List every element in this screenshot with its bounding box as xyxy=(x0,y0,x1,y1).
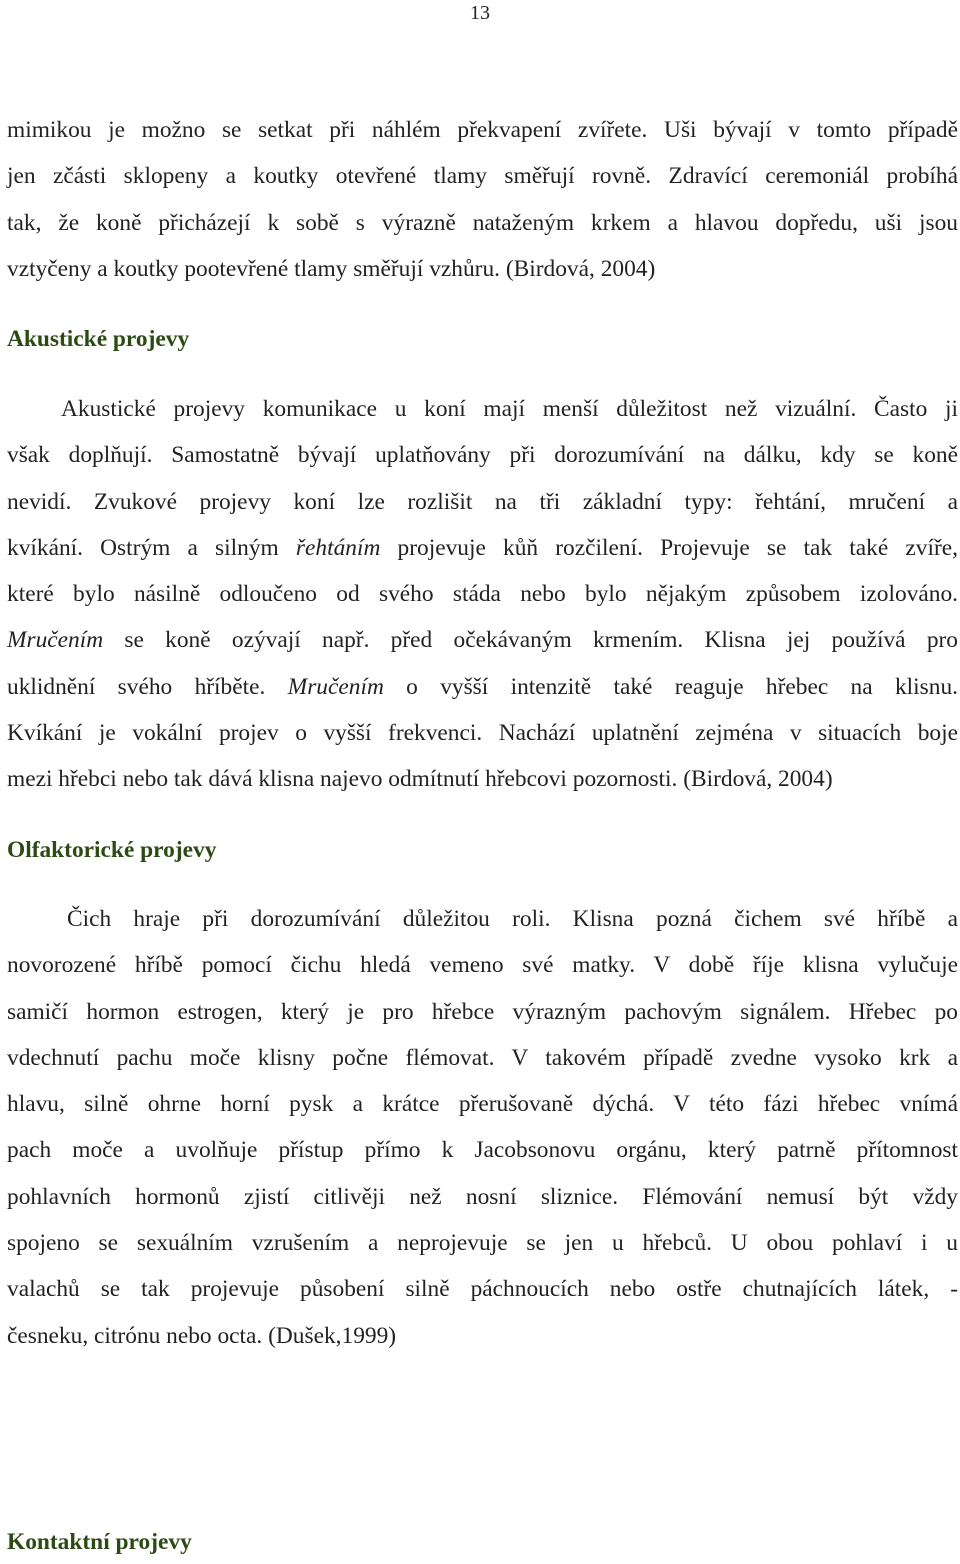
text-line: tak, že koně přicházejí k sobě s výrazně nataženým krkem a hlavou dopředu, uši jsou xyxy=(7,209,958,236)
page-number: 13 xyxy=(470,2,490,24)
text-line: mimikou je možno se setkat při náhlém překvapení zvířete. Uši bývají v tomto případě xyxy=(7,117,958,143)
text-line: novorozené hříbě pomocí čichu hledá vemeno své matky. V době říje klisna vylučuje xyxy=(7,952,958,979)
section-heading-contact: Kontaktní projevy xyxy=(7,1529,192,1555)
text-line: vztyčeny a koutky pootevřené tlamy směřují vzhůru. (Birdová, 2004) xyxy=(7,255,656,282)
text-line xyxy=(7,386,958,432)
text-fragment: o vyšší intenzitě také reaguje hřebec na klisnu. xyxy=(383,673,958,700)
intro-paragraph xyxy=(7,107,958,292)
text-fragment: kvíkání. Ostrým a silným xyxy=(7,534,296,561)
text-line: spojeno se sexuálním vzrušením a neprojevuje se jen u hřebců. U obou pohlaví i u xyxy=(7,1230,958,1257)
olfactory-paragraph xyxy=(7,896,958,1359)
text-line: mezi hřebci nebo tak dává klisna najevo odmítnutí hřebcovi pozornosti. (Birdová, 2004) xyxy=(7,766,833,793)
text-line: vdechnutí pachu moče klisny počne flémovat. V takovém případě zvedne vysoko krk a xyxy=(7,1044,958,1071)
text-line: samičí hormon estrogen, který je pro hřebce výrazným pachovým signálem. Hřebec po xyxy=(7,998,958,1025)
text-line: Kvíkání je vokální projev o vyšší frekvenci. Nachází uplatnění zejména v situacích boje xyxy=(7,720,958,747)
text-line xyxy=(7,525,958,571)
text-line: česneku, citrónu nebo octa. (Dušek,1999) xyxy=(7,1322,397,1349)
text-line: pach moče a uvolňuje přístup přímo k Jacobsonovu orgánu, který patrně přítomnost xyxy=(7,1137,958,1164)
text-line xyxy=(7,617,958,663)
acoustic-paragraph xyxy=(7,386,958,803)
text-line: nevidí. Zvukové projevy koní lze rozlišit na tři základní typy: řehtání, mručení a xyxy=(7,488,958,515)
text-line xyxy=(7,896,958,942)
text-line: však doplňují. Samostatně bývají uplatňovány při dorozumívání na dálku, kdy se koně xyxy=(7,442,958,469)
text-line: hlavu, silně ohrne horní pysk a krátce přerušovaně dýchá. V této fázi hřebec vnímá xyxy=(7,1091,958,1118)
text-line-content: Akustické projevy komunikace u koní mají menší důležitost než vizuální. Často ji xyxy=(61,396,958,422)
text-fragment: se koně ozývají např. před očekávaným krmením. Klisna jej používá pro xyxy=(103,627,958,654)
section-heading-olfactory: Olfaktorické projevy xyxy=(7,837,217,863)
text-line: jen zčásti sklopeny a koutky otevřené tlamy směřují rovně. Zdravící ceremoniál probíhá xyxy=(7,163,958,190)
section-heading-acoustic: Akustické projevy xyxy=(7,326,190,352)
italic-term: Mručením xyxy=(7,627,104,654)
text-line xyxy=(7,664,958,710)
text-line: které bylo násilně odloučeno od svého stáda nebo bylo nějakým způsobem izolováno. xyxy=(7,581,958,608)
text-line: valachů se tak projevuje působení silně páchnoucích nebo ostře chutnajících látek, - xyxy=(7,1276,958,1303)
text-fragment: projevuje kůň rozčilení. Projevuje se tak také zvíře, xyxy=(380,534,958,561)
text-line-content: Čich hraje při dorozumívání důležitou roli. Klisna pozná čichem své hříbě a xyxy=(67,906,958,932)
text-fragment: uklidnění svého hříběte. xyxy=(7,673,288,700)
text-line: pohlavních hormonů zjistí citlivěji než nosní sliznice. Flémování nemusí být vždy xyxy=(7,1183,958,1210)
italic-term: řehtáním xyxy=(295,534,381,561)
italic-term: Mručením xyxy=(287,673,384,700)
